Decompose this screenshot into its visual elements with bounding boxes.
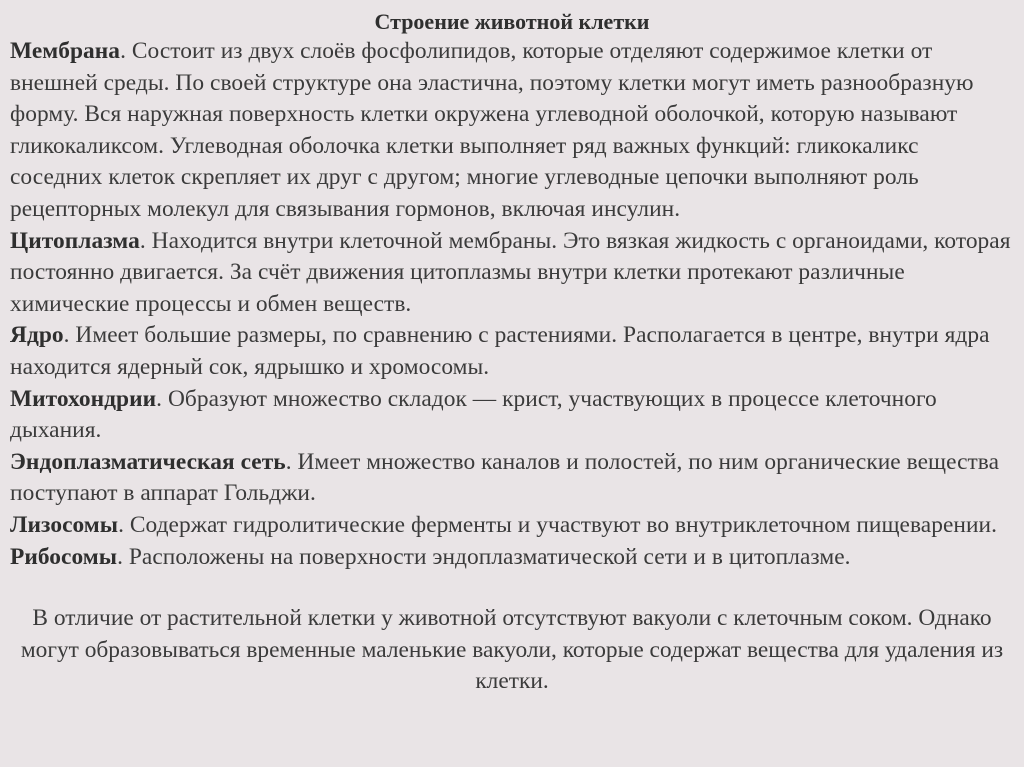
closing-note: В отличие от растительной клетки у животной отсутствуют вакуоли с клеточным соком. Однако могут образовываться временные маленькие вакуоли, которые содержат вещества для удаления из клетки.: [20, 605, 1004, 695]
entry-mitochondria: [10, 384, 1014, 447]
term-label: Рибосомы: [10, 543, 118, 570]
term-label: Мембрана: [10, 38, 121, 64]
term-description: . Содержат гидролитические ферменты и участвуют во внутриклеточном пищеварении.: [118, 511, 997, 538]
entry-ribosomes: [10, 542, 1014, 574]
entry-lysosomes: [10, 510, 1014, 542]
term-description: . Состоит из двух слоёв фосфолипидов, которые отделяют содержимое клетки от внешней среды. По своей структуре она эластична, поэтому клетки могут иметь разнообразную форму. Вся наружная поверхность клетки окружена углеводной оболочкой, которую называют гликокаликсом. Углеводная оболочка клетки выполняет ряд важных функций: гликокаликс соседних клеток скрепляет их друг с другом; многие углеводные цепочки выполняют роль рецепторных молекул для связывания гормонов, включая инсулин.: [10, 38, 974, 222]
term-label: Эндоплазматическая сеть: [10, 448, 286, 475]
entry-endoplasmic-reticulum: [10, 447, 1014, 510]
term-label: Митохондрии: [10, 385, 157, 412]
term-description: . Имеет большие размеры, по сравнению с растениями. Располагается в центре, внутри ядра находится ядерный сок, ядрышко и хромосомы.: [10, 322, 990, 380]
term-description: . Расположены на поверхности эндоплазматической сети и в цитоплазме.: [117, 543, 851, 570]
slide-title: Строение животной клетки: [374, 9, 650, 34]
term-label: Ядро: [10, 322, 64, 349]
entry-cytoplasm: [10, 226, 1014, 321]
term-label: Цитоплазма: [10, 227, 140, 254]
entry-membrane: [10, 36, 1014, 226]
term-label: Лизосомы: [10, 511, 119, 538]
term-description: . Имеет множество каналов и полостей, по ним органические вещества поступают в аппарат Гольджи.: [10, 448, 1000, 507]
entry-nucleus: [10, 320, 1014, 383]
term-description: . Образуют множество складок — крист, участвующих в процессе клеточного дыхания.: [10, 385, 937, 444]
term-description: . Находится внутри клеточной мембраны. Это вязкая жидкость с органоидами, которая постоянно двигается. За счёт движения цитоплазмы внутри клетки протекают различные химические процессы и обмен веществ.: [10, 227, 1011, 317]
